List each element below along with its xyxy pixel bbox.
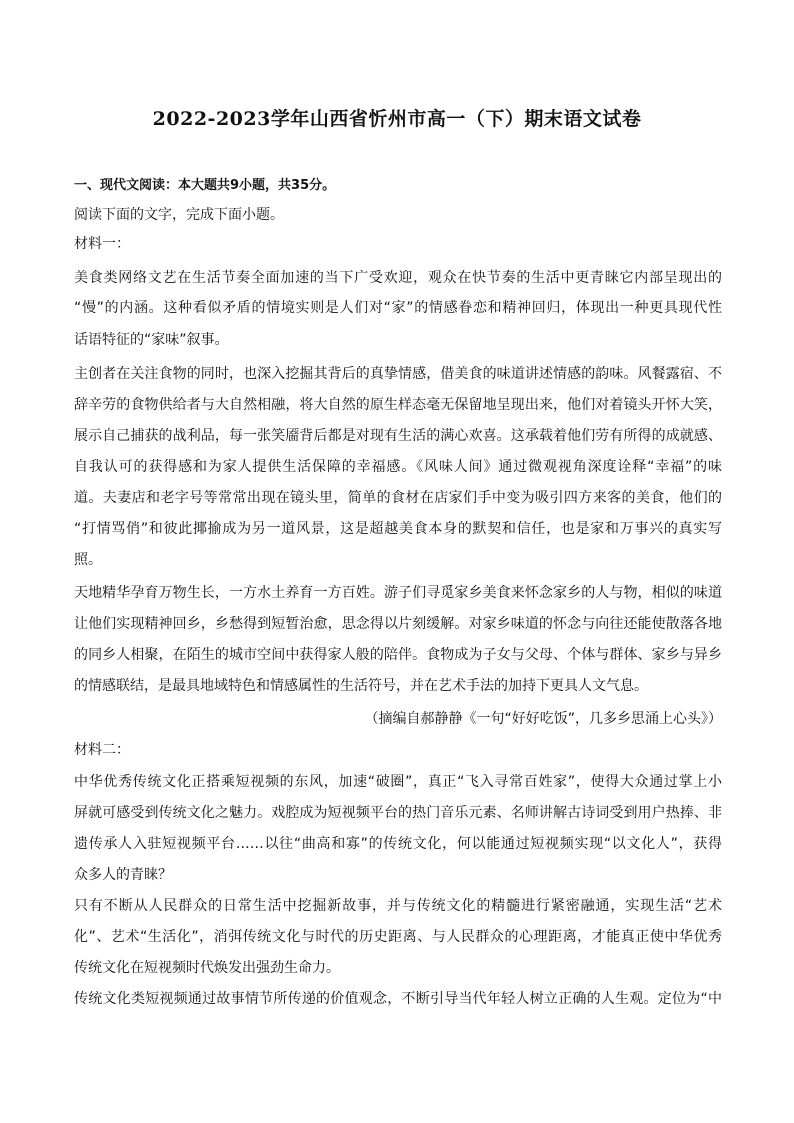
paragraph-line: 只有不断从人民群众的日常生活中挖掘新故事，并与传统文化的精髓进行紧密融通，实现生活“艺术 [74, 898, 722, 914]
paragraph-line: 众多人的青睐？ [74, 867, 172, 883]
paragraph-line: 传统文化在短视频时代焕发出强劲生命力。 [74, 960, 340, 976]
paragraph-line: 的同乡人相聚，在陌生的城市空间中获得家人般的陪伴。食物成为子女与父母、个体与群体、家乡与异乡 [74, 647, 722, 663]
paragraph-line: 让他们实现精神回乡，乡愁得到短暂治愈，思念得以片刻缓解。对家乡味道的怀念与向往还能使散落各地 [74, 616, 722, 632]
paragraph-line: 屏就可感受到传统文化之魅力。戏腔成为短视频平台的热门音乐元素、名师讲解古诗词受到用户热捧、非 [74, 805, 722, 821]
material-two-label: 材料二： [74, 742, 130, 758]
paragraph-line: “慢”的内涵。这种看似矛盾的情境实则是人们对“家”的情感眷恋和精神回归，体现出一种更具现代性 [74, 300, 722, 316]
paragraph-line: 美食类网络文艺在生活节奏全面加速的当下广受欢迎，观众在快节奏的生活中更青睐它内部呈现出的 [74, 270, 722, 286]
paragraph-line: “打情骂俏”和彼此揶揄成为另一道风景，这是超越美食本身的默契和信任，也是家和万事兴的真实写 [74, 521, 722, 537]
paragraph-line: 话语特征的“家味”叙事。 [74, 332, 229, 348]
instruction-text: 阅读下面的文字，完成下面小题。 [74, 207, 284, 223]
paragraph-line: 中华优秀传统文化正搭乘短视频的东风，加速“破圈”，真正“飞入寻常百姓家”，使得大众通过掌上小 [74, 774, 722, 790]
section-heading: 一、现代文阅读：本大题共9小题，共35分。 [74, 178, 336, 193]
paragraph-line: 自我认可的获得感和为家人提供生活保障的幸福感。《风味人间》通过微观视角深度诠释“幸福”的味 [74, 459, 722, 475]
material-one-label: 材料一： [74, 236, 130, 252]
paragraph-line: 展示自己捕获的战利品，每一张笑靥背后都是对现有生活的满心欢喜。这承载着他们劳有所得的成就感、 [74, 428, 722, 444]
paragraph-line: 辞辛劳的食物供给者与大自然相融，将大自然的原生样态毫无保留地呈现出来，他们对着镜头开怀大笑， [74, 397, 722, 413]
paragraph-line: 天地精华孕育万物生长，一方水土养育一方百姓。游子们寻觅家乡美食来怀念家乡的人与物，相似的味道 [74, 585, 722, 601]
paragraph-line: 的情感联结，是最具地域特色和情感属性的生活符号，并在艺术手法的加持下更具人文气息。 [74, 678, 648, 694]
paragraph-line: 传统文化类短视频通过故事情节所传递的价值观念，不断引导当代年轻人树立正确的人生观。定位为“中 [74, 991, 722, 1007]
page-title: 2022-2023学年山西省忻州市高一（下）期末语文试卷 [152, 108, 642, 130]
paragraph-line: 道。夫妻店和老字号等常常出现在镜头里，简单的食材在店家们手中变为吸引四方来客的美食，他们的 [74, 490, 722, 506]
paragraph-line: 遗传承人入驻短视频平台……以往“曲高和寡”的传统文化，何以能通过短视频实现“以文化人”，获得 [74, 836, 722, 852]
paragraph-line: 化”、艺术“生活化”，消弭传统文化与时代的历史距离、与人民群众的心理距离，才能真正使中华优秀 [74, 929, 722, 945]
paragraph-line: 照。 [74, 552, 102, 568]
paragraph-line: 主创者在关注食物的同时，也深入挖掘其背后的真挚情感，借美食的味道讲述情感的韵味。风餐露宿、不 [74, 366, 722, 382]
source-citation: （摘编自郝静静《一句“好好吃饭”，几多乡思涌上心头》） [364, 711, 722, 727]
